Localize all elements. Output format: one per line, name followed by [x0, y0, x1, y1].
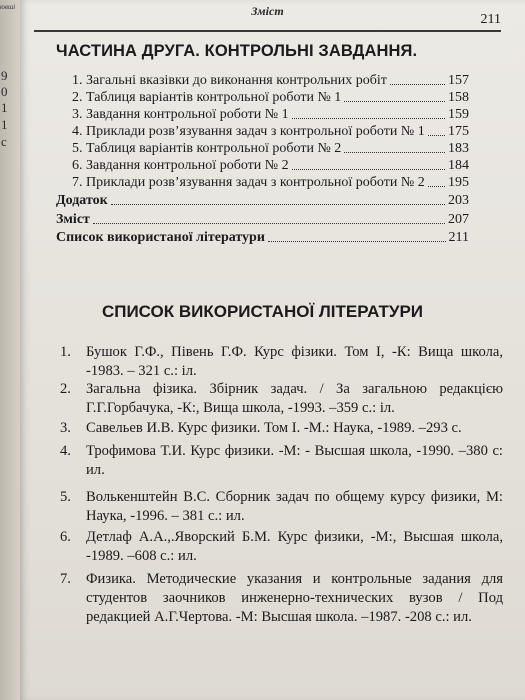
toc-entry[interactable] [72, 106, 469, 123]
part-two-title: ЧАСТИНА ДРУГА. КОНТРОЛЬНІ ЗАВДАННЯ. [56, 42, 418, 60]
toc-entry-page: 207 [448, 212, 469, 227]
dot-leader [292, 168, 445, 170]
toc-entry[interactable] [72, 157, 469, 174]
references-title: СПИСОК ВИКОРИСТАНОЇ ЛІТЕРАТУРИ [101, 302, 424, 321]
reference-item [60, 570, 503, 627]
left-page-fragment: 0 [1, 84, 8, 99]
reference-item [60, 528, 503, 566]
reference-item [60, 419, 503, 438]
toc-entry-references[interactable] [56, 229, 469, 246]
left-page-edge [0, 0, 20, 700]
toc-entry-page: 184 [448, 158, 469, 173]
reference-item [60, 380, 503, 418]
dot-leader [93, 222, 445, 224]
toc-entry-label: Зміст [56, 212, 90, 227]
toc-entry-page: 195 [448, 175, 469, 190]
reference-text: Бушок Г.Ф., Півень Г.Ф. Курс фізики. Том І, -К: Вища школа, -1983. – 321 с.: іл. [86, 344, 503, 379]
dot-leader [292, 117, 445, 119]
dot-leader [268, 240, 446, 242]
left-page-header: ювші [0, 3, 16, 11]
left-page-fragment: 1 [1, 100, 8, 115]
toc-entry-page: 183 [448, 141, 469, 156]
dot-leader [344, 100, 445, 102]
toc-entry-page: 157 [448, 73, 469, 88]
reference-text: Трофимова Т.И. Курс физики. -М: - Высшая школа, -1990. –380 с: ил. [86, 443, 503, 478]
dot-leader [428, 134, 445, 136]
toc-entry-label: 3. Завдання контрольної роботи № 1 [72, 107, 289, 122]
toc-entry-label: 5. Таблиця варіантів контрольної роботи № 2 [72, 141, 342, 156]
reference-text: Савельев И.В. Курс физики. Том І. -М.: Наука, -1989. –293 с. [86, 420, 462, 436]
reference-number: 7. [60, 571, 71, 587]
toc-entry-page: 158 [448, 90, 469, 105]
reference-number: 5. [60, 489, 71, 505]
toc-entry-label: 4. Приклади розв’язування задач з контрольної роботи № 1 [72, 124, 425, 139]
book-page [20, 0, 525, 700]
reference-number: 2. [60, 381, 71, 397]
toc-entry-appendix[interactable] [56, 192, 469, 209]
toc-entry-label: 1. Загальні вказівки до виконання контрольних робіт [72, 73, 387, 88]
toc-entry[interactable] [72, 140, 469, 157]
reference-number: 4. [60, 443, 71, 459]
reference-item [60, 343, 503, 381]
left-page-fragment: 9 [1, 68, 8, 83]
left-page-fragment: 1 [1, 117, 8, 132]
toc-entry-page: 203 [448, 193, 469, 208]
reference-number: 3. [60, 420, 71, 436]
toc-entry-page: 159 [448, 107, 469, 122]
toc-entry[interactable] [72, 72, 469, 89]
toc-entry[interactable] [72, 123, 469, 140]
dot-leader [428, 185, 445, 187]
toc-entry-label: 6. Завдання контрольної роботи № 2 [72, 158, 289, 173]
toc-entry-label: Список використаної літератури [56, 230, 265, 245]
toc-entry-page: 175 [448, 124, 469, 139]
reference-text: Физика. Методические указания и контрольные задания для студентов заочников инженерно-технических вузов / Под редакцией А.Г.Чертова. -М: Высшая школа. –1987. -208 с.: ил. [86, 571, 503, 625]
toc-entry-page: 211 [448, 230, 469, 245]
reference-text: Детлаф А.А.,.Яворский Б.М. Курс физики, -М:, Высшая школа, -1989. –608 с.: ил. [86, 529, 503, 564]
running-head-title: Зміст [251, 4, 284, 18]
page-number: 211 [480, 12, 501, 27]
toc-entry-label: 2. Таблиця варіантів контрольної роботи № 1 [72, 90, 342, 105]
reference-text: Загальна фізика. Збірник задач. / За загальною редакцією Г.Г.Горбачука, -К:, Вища школа, -1993. –359 с.: іл. [86, 381, 503, 416]
toc-entry-contents[interactable] [56, 211, 469, 228]
toc-entry[interactable] [72, 89, 469, 106]
toc-entry-label: 7. Приклади розв’язування задач з контрольної роботи № 2 [72, 175, 425, 190]
dot-leader [344, 151, 445, 153]
left-page-fragment: с [1, 134, 7, 149]
reference-text: Волькенштейн В.С. Сборник задач по общему курсу физики, М: Наука, -1996. – 381 с.: ил. [86, 489, 503, 524]
dot-leader [390, 83, 445, 85]
reference-item [60, 488, 503, 526]
reference-number: 1. [60, 344, 71, 360]
dot-leader [111, 203, 445, 205]
reference-item [60, 442, 503, 480]
toc-entry-label: Додаток [56, 193, 108, 208]
running-head [34, 4, 501, 32]
toc-entry[interactable] [72, 174, 469, 191]
reference-number: 6. [60, 529, 71, 545]
